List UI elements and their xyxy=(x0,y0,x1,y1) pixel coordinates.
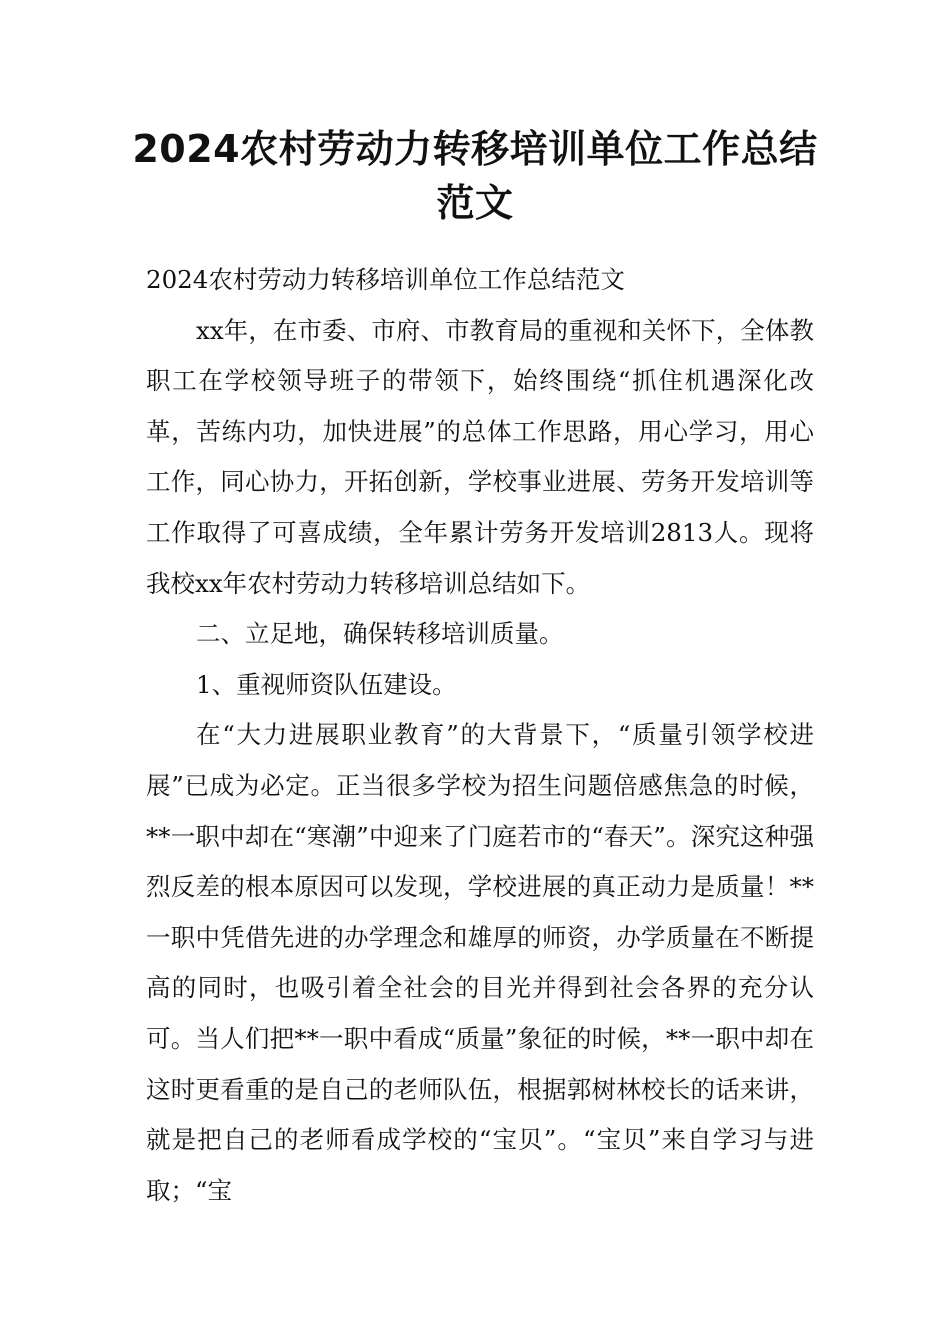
subsection-heading: 1、重视师资队伍建设。 xyxy=(196,669,457,699)
paragraph-teachers: 在“大力进展职业教育”的大背景下，“质量引领学校进展”已成为必定。正当很多学校为招生问题倍感焦急的时候，**一职中却在“寒潮”中迎来了门庭若市的“春天”。深究这种强烈反差的根本原因可以发现，学校进展的真正动力是质量！**一职中凭借先进的办学理念和雄厚的师资，办学质量在不断提高的同时，也吸引着全社会的目光并得到社会各界的充分认可。当人们把**一职中看成“质量”象征的时候，**一职中却在这时更看重的是自己的老师队伍，根据郭树林校长的话来讲，就是把自己的老师看成学校的“宝贝”。“宝贝”来自学习与进取；“宝 xyxy=(146,720,814,1205)
subtitle-line: 2024农村劳动力转移培训单位工作总结范文 xyxy=(146,265,625,294)
paragraph-intro: xx年，在市委、市府、市教育局的重视和关怀下，全体教职工在学校领导班子的带领下，始终围绕“抓住机遇深化改革，苦练内功，加快进展”的总体工作思路，用心学习，用心工作，同心协力，开拓创新，学校事业进展、劳务开发培训等工作取得了可喜成绩，全年累计劳务开发培训2813人。现将我校xx年农村劳动力转移培训总结如下。 xyxy=(146,315,814,598)
document-body xyxy=(146,255,814,1216)
section-heading: 二、立足地，确保转移培训质量。 xyxy=(196,619,564,649)
document-title: 2024农村劳动力转移培训单位工作总结范文 xyxy=(132,127,818,225)
